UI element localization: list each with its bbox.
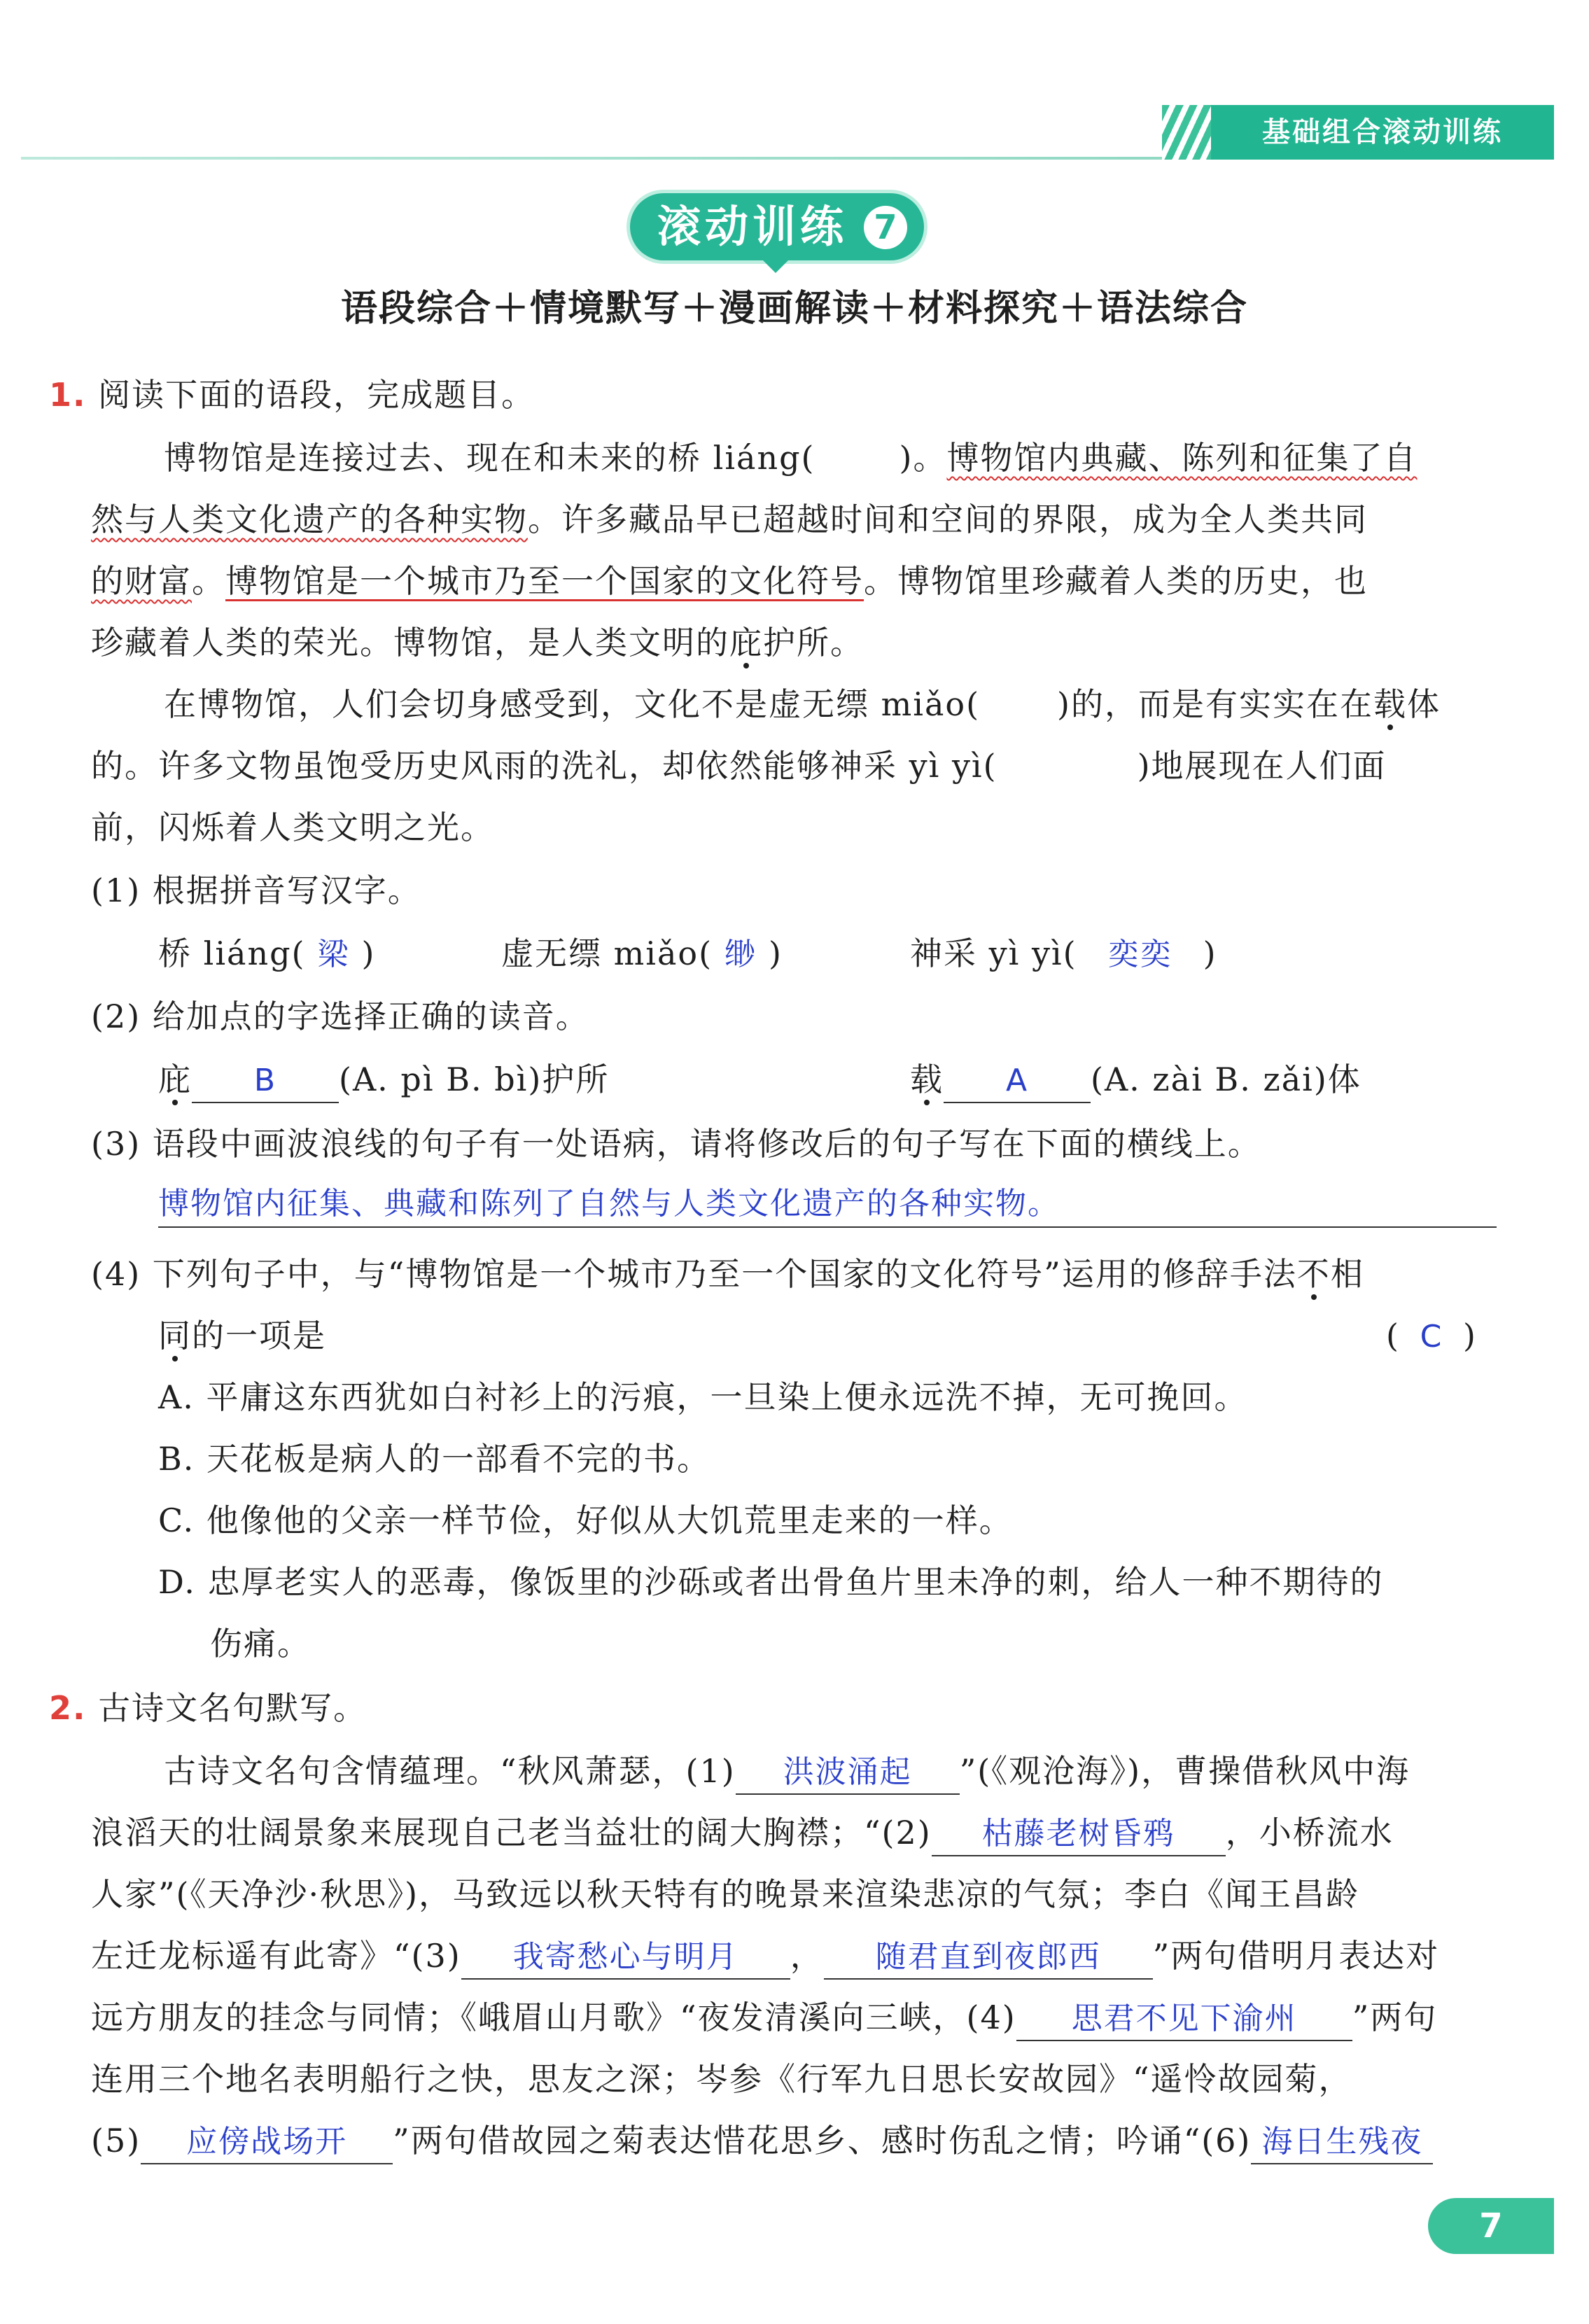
wavy-sentence: 然与人类文化遗产的各种实物 [91,500,528,538]
answer-blank: A [944,1060,1091,1103]
passage-text: 博物馆是连接过去、现在和未来的桥 liáng( [164,439,816,477]
option-c: C. 他像他的父亲一样节俭，好似从大饥荒里走来的一样。 [158,1502,1013,1539]
dotted-char: 同 [158,1317,192,1354]
answer-text: 梁 [317,937,350,972]
q2-text: ， [790,1937,824,1975]
sub3-label: (3) 语段中画波浪线的句子有一处语病，请将修改后的句子写在下面的横线上。 [91,1125,1261,1163]
option-d-cont: 伤痛。 [210,1625,311,1662]
q2-line: 连用三个地名表明船行之快，思友之深；岑参《行军九日思长安故园》“遥怜故园菊， [91,2060,1352,2098]
q2-text: 左迁龙标遥有此寄》“(3) [91,1937,461,1975]
passage-text: )地展现在人们面 [1137,747,1387,785]
sub2-label: (2) 给加点的字选择正确的读音。 [91,997,589,1035]
answer-blank: 应傍战场开 [141,2121,393,2164]
answer-text: 奕奕 [1107,937,1172,972]
underlined-sentence: 博物馆是一个城市乃至一个国家的文化符号 [225,562,864,600]
passage-line [91,622,864,664]
q2-text: 古诗文名句含情蕴理。“秋风萧瑟，(1) [164,1752,736,1790]
header-rule [21,157,1211,160]
q2-text: (5) [91,2122,141,2160]
option-b: B. 天花板是病人的一部看不完的书。 [158,1440,711,1478]
q2-heading [49,1687,367,1729]
answer-blank: 思君不见下渝州 [1016,1998,1352,2041]
q2-text: 远方朋友的挂念与同情；《峨眉山月歌》“夜发清溪向三峡，(4) [91,1998,1016,2036]
option-d: D. 忠厚老实人的恶毒，像饭里的沙砾或者出骨鱼片里未净的刺，给人一种不期待的 [158,1563,1384,1601]
page-subtitle: 语段综合＋情境默写＋漫画解读＋材料探究＋语法综合 [340,287,1248,330]
q2-text: ”两句借明月表达对 [1152,1937,1440,1975]
title-badge-pointer [760,258,791,273]
dotted-char: 不 [1296,1255,1331,1293]
q2-text: ”两句借故园之菊表达惜花思乡、感时伤乱之情；吟诵“(6) [393,2122,1252,2160]
sub1-close: ) [1203,934,1217,972]
q2-text: 浪滔天的壮阔景象来展现自己老当益壮的阔大胸襟；“(2) [91,1814,932,1851]
q1-number: 1. [49,376,87,414]
wavy-sentence: 博物馆内典藏、陈列和征集了自 [946,439,1418,477]
sub4-label [91,1253,1364,1295]
q2-line [91,1812,1394,1856]
passage-text: )。 [899,439,947,477]
sub1-label: (1) 根据拼音写汉字。 [91,872,421,909]
dotted-char: 庇 [729,624,763,662]
title-number: 7 [864,206,907,249]
passage-text: 护所。 [763,624,864,662]
dotted-char: 载 [1373,685,1407,723]
q2-prompt: 古诗文名句默写。 [98,1689,368,1727]
sub4-text: 的一项是 [192,1317,326,1354]
answer-blank: 枯藤老树昏鸦 [932,1813,1226,1856]
passage-line [91,745,1387,787]
sub3-answer: 博物馆内征集、典藏和陈列了自然与人类文化遗产的各种实物。 [158,1186,1060,1222]
q2-line [91,2120,1433,2164]
q1-prompt: 阅读下面的语段，完成题目。 [98,376,536,414]
title-label: 滚动训练 [657,201,848,252]
passage-text: 。博物馆里珍藏着人类的历史，也 [864,562,1368,600]
q2-text: ，小桥流水 [1225,1814,1394,1851]
paren: ( [1386,1317,1400,1354]
sub4-answer-paren [1386,1315,1477,1358]
q2-number: 2. [49,1689,87,1727]
sub1-prefix: 桥 liáng( [158,934,306,972]
passage-text: 体 [1406,685,1441,723]
q2-line [91,1935,1439,1980]
answer-text: 缈 [724,937,757,972]
sub1-item-b [501,932,783,976]
passage-line: 前，闪烁着人类文明之光。 [91,808,494,846]
sub1-prefix: 虚无缥 miǎo( [501,934,713,972]
wavy-sentence: 的财富 [91,562,192,600]
answer-text: C [1420,1319,1443,1354]
sub4-label-cont [158,1315,326,1357]
q2-text: ”(《观沧海》)，曹操借秋风中海 [959,1752,1410,1790]
sub1-prefix: 神采 yì yì( [910,934,1077,972]
passage-line [91,498,1368,540]
answer-blank: 随君直到夜郎西 [824,1936,1153,1980]
paren: ) [1462,1317,1477,1354]
q2-line [164,1750,1410,1795]
section-tab: 基础组合滚动训练 [1211,105,1554,160]
q2-line [91,1996,1437,2041]
sub4-text: 相 [1330,1255,1364,1293]
passage-text: )的，而是有实实在在 [1057,685,1373,723]
answer-blank: 我寄愁心与明月 [461,1936,790,1980]
page-number: 7 [1428,2198,1554,2254]
answer-rule [158,1226,1497,1228]
passage-line [164,437,1417,479]
option-a: A. 平庸这东西犹如白衬衫上的污痕，一旦染上便永远洗不掉，无可挽回。 [158,1378,1248,1416]
q2-line: 人家”(《天净沙·秋思》)，马致远以秋天特有的晚景来渲染悲凉的气氛；李白《闻王昌龄 [91,1875,1360,1913]
sub2-item-b [910,1058,1362,1103]
answer-blank: 海日生残夜 [1251,2121,1433,2164]
answer-blank: B [192,1060,339,1103]
q1-heading [49,374,535,416]
passage-text: 珍藏着人类的荣光。博物馆，是人类文明的 [91,624,729,662]
answer-blank: 洪波涌起 [736,1751,960,1795]
dotted-char: 庇 [158,1060,192,1098]
sub4-text: (4) 下列句子中，与“博物馆是一个城市乃至一个国家的文化符号”运用的修辞手法 [91,1255,1297,1293]
passage-text: 在博物馆，人们会切身感受到，文化不是虚无缥 miǎo( [164,685,981,723]
sub1-item-c [910,932,1217,976]
q2-text: ”两句 [1352,1998,1438,2036]
sub1-close: ) [769,934,783,972]
sub1-item-a [158,932,375,976]
passage-text: 。许多藏品早已超越时间和空间的界限，成为全人类共同 [528,500,1368,538]
sub1-close: ) [361,934,376,972]
dotted-char: 载 [910,1060,944,1098]
sub2-item-a [158,1058,609,1103]
passage-line [164,683,1441,725]
sub2-options: (A. zài B. zǎi)体 [1091,1060,1362,1098]
passage-text: 。 [192,562,225,600]
sub2-options: (A. pì B. bì)护所 [339,1060,610,1098]
passage-line [91,560,1368,602]
passage-text: 的。许多文物虽饱受历史风雨的洗礼，却依然能够神采 yì yì( [91,747,997,785]
